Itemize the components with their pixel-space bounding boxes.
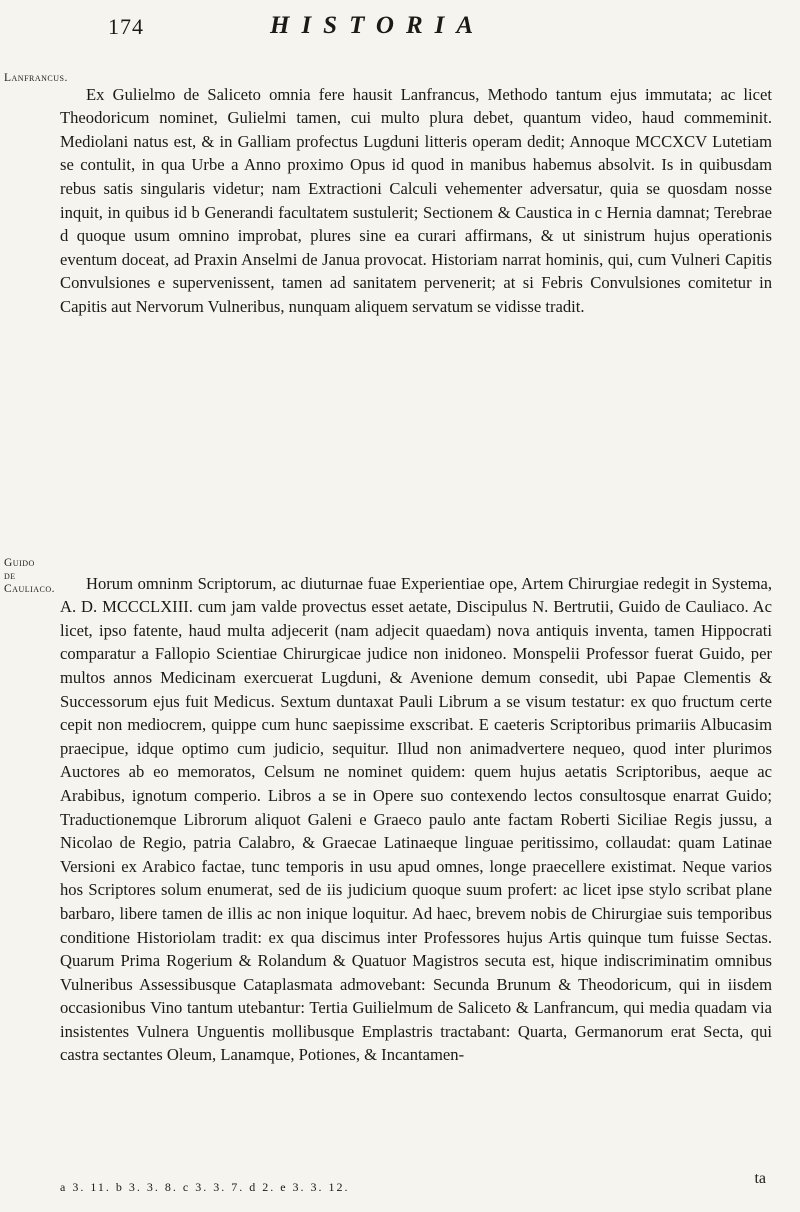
paragraph-guido: Horum omninm Scriptorum, ac diuturnae fuae Experientiae ope, Artem Chirurgiae redegit in Systema, A. D. MCCCLXIII. cum jam valde provectus esset aetate, Discipulus N. Bertrutii, Guido de Cauliaco. Ac licet, ipso fatente, haud multa adjecerit (nam adjecit quaedam) nova antiquis inventa, tamen Hippocrati comparatur a Fallopio Scientiae Chirurgicae judice non inidoneo. Monspelii Professor fuerat Guido, per multos annos Medicinam exercuerat Lugduni, & Avenione demum consedit, ubi Papae Clementis & Successorum ejus fuit Medicus. Sextum duntaxat Pauli Librum a se visum testatur: ex quo fructum certe cepit non mediocrem, quippe cum hunc saepissime exscribat. E caeteris Scriptoribus primariis Albucasim praecipue, idque optimo cum judicio, sequitur. Illud non animadvertere nequeo, quod inter plurimos Auctores ab eo memoratos, Celsum ne nominet quidem: quem hujus aetatis Scriptoribus, aeque ac Arabibus, ignotum comperio. Libros a se in Opere suo contexendo lectos consultosque enarrat Guido; Traductionemque Librorum aliquot Galeni e Graeco paulo ante factam Roberti Siciliae Regis jussu, a Nicolao de Regio, patria Calabro, & Graecae Latinaeque linguae peritissimo, collaudat: quam Latinae Versioni ex Arabico factae, tunc temporis in usu apud omnes, longe praecellere existimat. Neque varios hos Scriptores solum enumerat, sed de iis judicium quoque suum profert: ac licet ipse stylo scribat plane barbaro, libere tamen de illis ac non inique loquitur. Ad haec, brevem nobis de Chirurgiae suis temporibus conditione Historiolam tradit: ex qua discimus inter Professores hujus Artis quinque tum fuisse Sectas. Quarum Prima Rogerium & Rolandum & Quatuor Magistros secuta est, hique indiscriminatim omnibus Vulneribus Assessibusque Cataplasmata admovebant: Secunda Brunum & Theodoricum, qui in iisdem occasionibus Vino tantum utebantur: Tertia Guilielmum de Saliceto & Lanfrancum, qui media quadam via insistentes Vulnera Unguentis mollibusque Emplastris tractabant: Quarta, Germanorum erat Secta, qui castra sectantes Oleum, Lanamque, Potiones, & Incantamen-	[60, 573, 772, 1065]
page-footer	[60, 1170, 772, 1202]
running-title: HISTORIA	[270, 12, 486, 39]
margin-note-guido: Guido de Cauliaco.	[4, 557, 56, 595]
catchword: ta	[754, 1170, 766, 1187]
paragraph-lanfrancus: Ex Gulielmo de Saliceto omnia fere hausit Lanfrancus, Methodo tantum ejus immutata; ac licet Theodoricum nominet, Gulielmi tamen, cui multo plura debet, quantum video, haud commeminit. Mediolani natus est, & in Galliam profectus Lugduni litteris operam dedit; Annoque MCCXCV Lutetiam se contulit, in qua Urbe a Anno proximo Opus id quod in manibus habemus absolvit. Is in quibusdam rebus satis singularis videtur; nam Extractioni Calculi vehementer adversatur, quia se quosdam nosse inquit, in quibus id b Generandi facultatem sustulerit; Sectionem & Caustica in c Hernia damnat; Terebrae d quoque usum omnino improbat, plures sine ea curari affirmans, & ut sinistrum hujus operationis eventum doceat, ad Praxin Anselmi de Janua provocat. Historiam narrat hominis, qui, cum Vulneri Capitis Convulsiones e supervenissent, tamen ad sanitatem pervenerit; at si Febris Convulsiones comitetur in Capitis aut Nervorum Vulneribus, nunquam aliquem servatum se vidisse tradit.	[60, 84, 772, 316]
page-header	[0, 10, 800, 46]
page-number: 174	[108, 14, 144, 39]
margin-note-lanfrancus: Lanfrancus.	[4, 72, 68, 84]
footnote-references: a 3. 11. b 3. 3. 8. c 3. 3. 7. d 2. e 3. 3. 12.	[60, 1180, 350, 1194]
